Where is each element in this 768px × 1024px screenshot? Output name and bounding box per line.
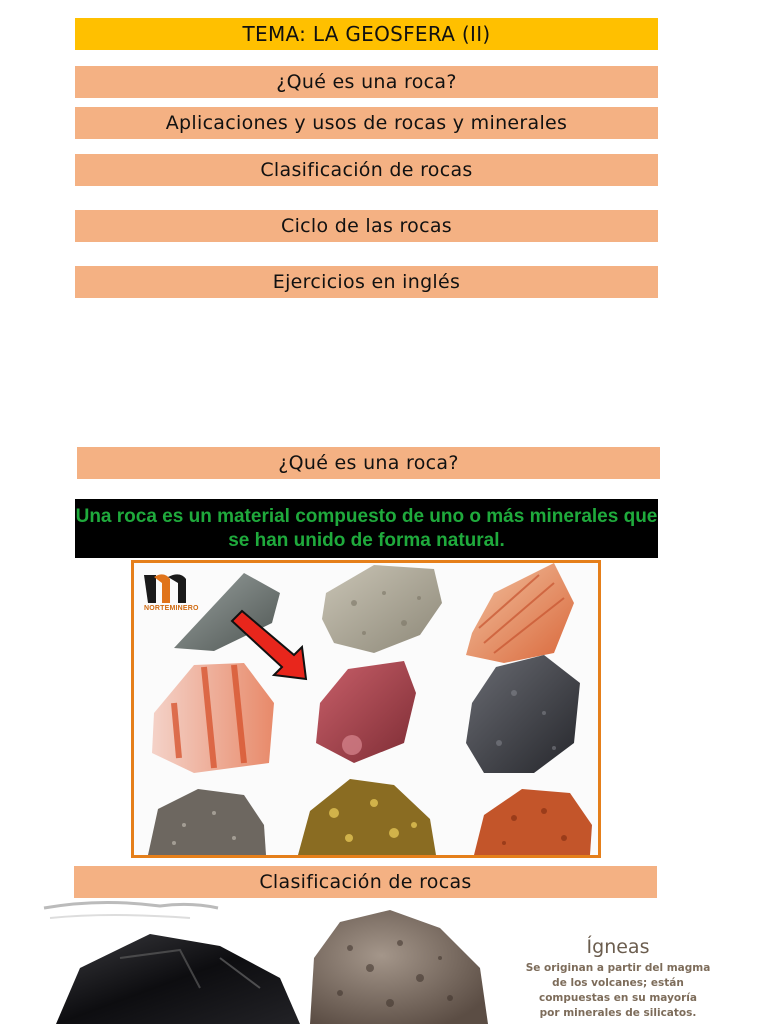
section-heading-que-es: ¿Qué es una roca? <box>77 447 660 479</box>
definition-text: Una roca es un material compuesto de uno o más minerales que se han unido de forma natural. <box>75 505 658 551</box>
pumice-rock-icon <box>310 910 488 1024</box>
norteminero-logo-icon <box>144 574 186 603</box>
definition-box <box>75 499 658 558</box>
igneas-line: compuestas en su mayoría <box>538 992 697 1004</box>
shadow-stroke-icon <box>44 902 218 908</box>
menu-link-clasificacion[interactable]: Clasificación de rocas <box>75 154 658 186</box>
rock-samples-photo <box>131 560 601 858</box>
granite-rock-icon <box>322 565 442 653</box>
basalt-rock-icon <box>466 655 580 773</box>
menu-link-aplicaciones[interactable]: Aplicaciones y usos de rocas y minerales <box>75 107 658 139</box>
rock-samples-illustration <box>134 563 598 855</box>
igneas-line: de los volcanes; están <box>552 977 684 989</box>
section-heading-clasificacion: Clasificación de rocas <box>74 866 657 898</box>
obsidian-rock-icon <box>56 934 300 1024</box>
igneas-title: Ígneas <box>586 936 650 958</box>
jasper-rock-icon <box>316 661 416 763</box>
igneas-caption <box>512 936 724 1021</box>
menu-link-que-es-una-roca[interactable]: ¿Qué es una roca? <box>75 66 658 98</box>
igneas-line: por minerales de silicatos. <box>539 1007 697 1019</box>
page-title: TEMA: LA GEOSFERA (II) <box>75 18 658 50</box>
logo-text: NORTEMINERO <box>144 605 199 612</box>
menu-link-ciclo[interactable]: Ciclo de las rocas <box>75 210 658 242</box>
gabbro-rock-icon <box>148 789 266 855</box>
conglomerate-rock-icon <box>298 779 436 855</box>
menu-link-ejercicios[interactable]: Ejercicios en inglés <box>75 266 658 298</box>
iron-ore-rock-icon <box>474 789 592 855</box>
igneas-line: Se originan a partir del magma <box>525 962 711 974</box>
igneas-description <box>512 961 724 1021</box>
